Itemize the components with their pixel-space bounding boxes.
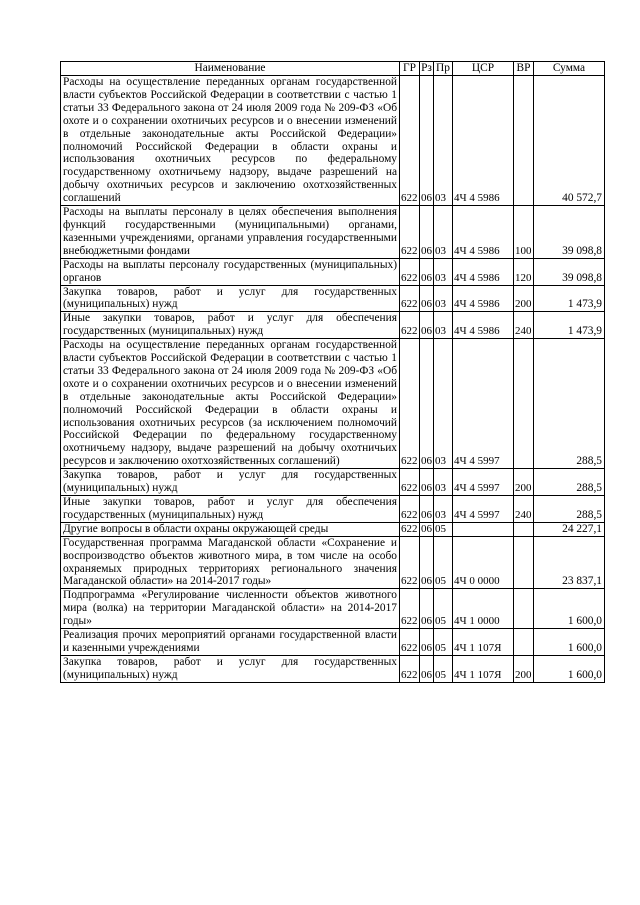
cell-csr	[453, 522, 514, 536]
header-vr: ВР	[514, 62, 534, 76]
cell-gr: 622	[400, 312, 420, 339]
cell-name: Иные закупки товаров, работ и услуг для обеспечения государственных (муниципальных) нужд	[61, 312, 400, 339]
cell-rz: 06	[420, 536, 434, 589]
header-csr: ЦСР	[453, 62, 514, 76]
cell-sum: 24 227,1	[534, 522, 605, 536]
cell-vr: 240	[514, 496, 534, 523]
cell-name: Расходы на осуществление переданных органам государственной власти субъектов Российской Федерации в соответствии с частью 1 статьи 33 Федерального закона от 24 июля 2009 года № 209-ФЗ «Об охоте и о сохранении охотничьих ресурсов и о внесении изменений в отдельные законодательные акты Российской Федерации» полномочий Российской Федерации в области охраны и использования охотничьих ресурсов по федеральному государственному охотничьему надзору, выдаче разрешений на добычу охотничьих ресурсов и заключению охотхозяйственных соглашений	[61, 76, 400, 206]
cell-csr: 4Ч 1 107Я	[453, 655, 514, 682]
cell-pr: 03	[434, 469, 453, 496]
cell-csr: 4Ч 4 5997	[453, 496, 514, 523]
table-row	[61, 629, 605, 656]
table-row	[61, 312, 605, 339]
cell-pr: 03	[434, 206, 453, 259]
cell-gr: 622	[400, 339, 420, 469]
cell-name: Закупка товаров, работ и услуг для государственных (муниципальных) нужд	[61, 285, 400, 312]
cell-pr: 03	[434, 496, 453, 523]
cell-gr: 622	[400, 206, 420, 259]
header-gr: ГР	[400, 62, 420, 76]
cell-sum: 1 600,0	[534, 655, 605, 682]
cell-sum: 23 837,1	[534, 536, 605, 589]
cell-csr: 4Ч 1 0000	[453, 589, 514, 629]
cell-gr: 622	[400, 285, 420, 312]
table-row	[61, 522, 605, 536]
cell-gr: 622	[400, 496, 420, 523]
cell-rz: 06	[420, 655, 434, 682]
cell-vr: 200	[514, 655, 534, 682]
cell-gr: 622	[400, 469, 420, 496]
cell-name: Расходы на выплаты персоналу государственных (муниципальных) органов	[61, 258, 400, 285]
cell-name: Расходы на выплаты персоналу в целях обеспечения выполнения функций государственными (муниципальными) органами, казенными учреждениями, органами управления государственными внебюджетными фондами	[61, 206, 400, 259]
cell-sum: 288,5	[534, 496, 605, 523]
cell-rz: 06	[420, 629, 434, 656]
header-pr: Пр	[434, 62, 453, 76]
cell-vr: 120	[514, 258, 534, 285]
cell-csr: 4Ч 0 0000	[453, 536, 514, 589]
cell-rz: 06	[421, 522, 432, 535]
cell-pr: 05	[434, 522, 453, 536]
cell-rz: 06	[420, 312, 434, 339]
table-row	[61, 655, 605, 682]
header-rz: Рз	[421, 62, 432, 75]
table-row	[61, 589, 605, 629]
cell-csr: 4Ч 4 5986	[453, 312, 514, 339]
table-row	[61, 285, 605, 312]
cell-csr: 4Ч 4 5986	[453, 285, 514, 312]
cell-name: Государственная программа Магаданской области «Сохранение и воспроизводство объектов животного мира, в том числе на особо охраняемых природных территориях регионального значения Магаданской области» на 2014-2017 годы»	[61, 536, 400, 589]
table-row	[61, 76, 605, 206]
table-row	[61, 496, 605, 523]
header-sum: Сумма	[534, 62, 605, 76]
cell-pr: 03	[434, 285, 453, 312]
cell-sum: 40 572,7	[534, 76, 605, 206]
cell-name: Расходы на осуществление переданных органам государственной власти субъектов Российской Федерации в соответствии с частью 1 статьи 33 Федерального закона от 24 июля 2009 года № 209-ФЗ «Об охоте и о сохранении охотничьих ресурсов и о внесении изменений в отдельные законодательные акты Российской Федерации» полномочий Российской Федерации в области охраны и использования охотничьих ресурсов (за исключением полномочий Российской Федерации по федеральному государственному охотничьему надзору, выдаче разрешений на добычу охотничьих ресурсов и заключению охотхозяйственных соглашений)	[61, 339, 400, 469]
cell-gr: 622	[400, 76, 420, 206]
cell-name: Подпрограмма «Регулирование численности объектов животного мира (волка) на территории Магаданской области» на 2014-2017 годы»	[61, 589, 400, 629]
cell-sum: 39 098,8	[534, 258, 605, 285]
header-name: Наименование	[61, 62, 400, 76]
cell-vr	[514, 522, 534, 536]
cell-rz: 06	[420, 285, 434, 312]
cell-vr: 200	[514, 285, 534, 312]
cell-gr: 622	[400, 589, 420, 629]
cell-vr	[514, 76, 534, 206]
cell-csr: 4Ч 4 5986	[453, 76, 514, 206]
cell-vr	[514, 536, 534, 589]
cell-name: Закупка товаров, работ и услуг для государственных (муниципальных) нужд	[61, 469, 400, 496]
cell-rz: 06	[420, 339, 434, 469]
cell-rz: 06	[420, 496, 434, 523]
table-row	[61, 536, 605, 589]
cell-sum: 288,5	[534, 469, 605, 496]
cell-gr: 622	[400, 655, 420, 682]
cell-sum: 1 600,0	[534, 629, 605, 656]
cell-name: Закупка товаров, работ и услуг для государственных (муниципальных) нужд	[61, 655, 400, 682]
cell-csr: 4Ч 4 5997	[453, 469, 514, 496]
cell-pr: 03	[434, 312, 453, 339]
cell-gr: 622	[400, 629, 420, 656]
cell-csr: 4Ч 4 5986	[453, 206, 514, 259]
table-row	[61, 206, 605, 259]
cell-vr	[514, 339, 534, 469]
cell-rz: 06	[420, 469, 434, 496]
cell-vr: 240	[514, 312, 534, 339]
cell-pr: 03	[434, 76, 453, 206]
budget-table	[60, 61, 605, 683]
cell-csr: 4Ч 1 107Я	[453, 629, 514, 656]
cell-sum: 1 600,0	[534, 589, 605, 629]
cell-vr: 200	[514, 469, 534, 496]
cell-name: Иные закупки товаров, работ и услуг для обеспечения государственных (муниципальных) нужд	[61, 496, 400, 523]
cell-vr	[514, 589, 534, 629]
cell-gr: 622	[400, 536, 420, 589]
cell-pr: 05	[434, 589, 453, 629]
table-row	[61, 469, 605, 496]
cell-name: Другие вопросы в области охраны окружающей среды	[61, 522, 400, 536]
cell-csr: 4Ч 4 5986	[453, 258, 514, 285]
cell-pr: 05	[434, 655, 453, 682]
cell-sum: 39 098,8	[534, 206, 605, 259]
cell-pr: 05	[434, 629, 453, 656]
cell-vr	[514, 629, 534, 656]
cell-gr: 622	[400, 258, 420, 285]
cell-csr: 4Ч 4 5997	[453, 339, 514, 469]
cell-sum: 1 473,9	[534, 285, 605, 312]
cell-name: Реализация прочих мероприятий органами государственной власти и казенными учреждениями	[61, 629, 400, 656]
header-row	[61, 62, 605, 76]
cell-rz: 06	[420, 589, 434, 629]
cell-rz: 06	[420, 258, 434, 285]
table-row	[61, 258, 605, 285]
cell-pr: 05	[434, 536, 453, 589]
table-row	[61, 339, 605, 469]
cell-rz: 06	[420, 76, 434, 206]
cell-sum: 1 473,9	[534, 312, 605, 339]
cell-sum: 288,5	[534, 339, 605, 469]
cell-pr: 03	[434, 339, 453, 469]
cell-rz: 06	[420, 206, 434, 259]
cell-vr: 100	[514, 206, 534, 259]
cell-pr: 03	[434, 258, 453, 285]
cell-gr: 622	[401, 522, 418, 535]
